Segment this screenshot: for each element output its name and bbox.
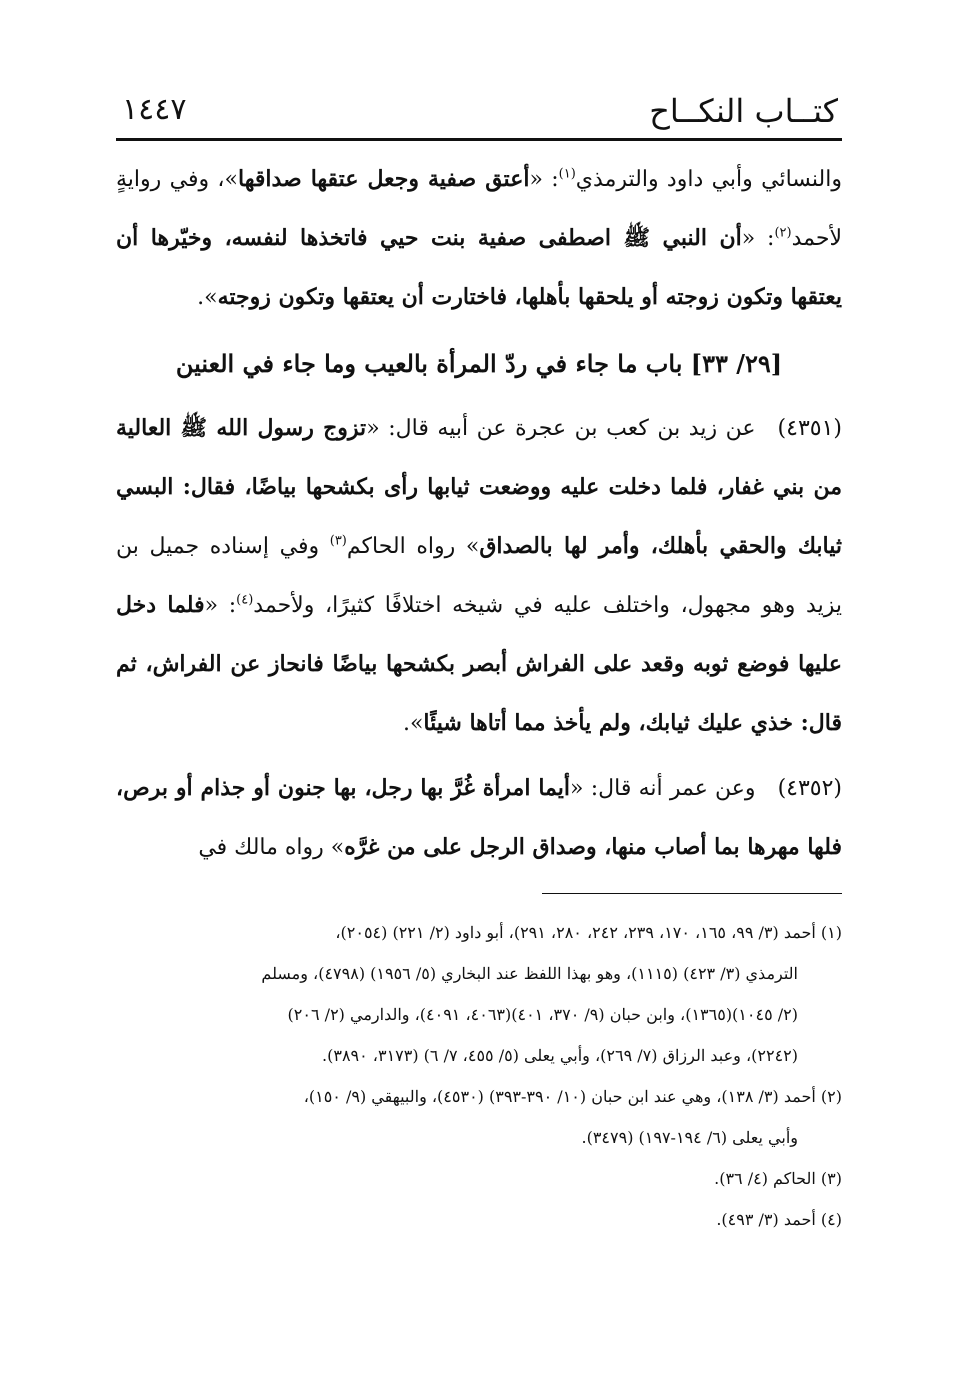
text-run: ». — [402, 711, 424, 736]
footnote-separator — [542, 893, 842, 894]
footnote-1 — [116, 912, 842, 1076]
footnote-line: (٢/ ١٠٤٥)(١٣٦٥)، وابن حبان (٩/ ٣٧٠، ٤٠١)(٤٠٦٣، ٤٠٩١)، والدارمي (٢/ ٢٠٦) — [287, 1005, 798, 1024]
main-text — [116, 150, 842, 877]
page-header — [116, 88, 842, 141]
paragraph-continuation — [116, 150, 842, 327]
footnote-ref[interactable]: (٣) — [329, 533, 347, 549]
footnote-ref[interactable]: (٢) — [774, 225, 792, 241]
text-run: : « — [529, 167, 559, 192]
text-run: » رواه الحاكم — [346, 534, 480, 559]
hadith-4352 — [116, 759, 842, 877]
text-run: وعن عمر أنه قال: « — [570, 776, 756, 801]
hadith-quote: فلما دخل عليها فوضع ثوبه وقعد على الفراش أبصر بكشحها بياضًا فانحاز عن الفراش، ثم قال: خذي عليك ثيابك، ولم يأخذ مما أتاها شيئًا — [116, 592, 842, 736]
hadith-quote: أن النبي ﷺ اصطفى صفية بنت حيي فاتخذها لنفسه، وخيّرها أن يعتقها وتكون زوجته أو يلحقها بأهلها، فاختارت أن يعتقها وتكون زوجته — [116, 225, 842, 310]
text-run: عن زيد بن كعب بن عجرة عن أبيه قال: « — [366, 416, 756, 441]
footnote-3: (٣) الحاكم (٤/ ٣٦). — [714, 1169, 842, 1188]
text-run: : « — [741, 226, 775, 251]
page-number: ١٤٤٧ — [122, 92, 187, 127]
footnote-line: (٢) أحمد (٣/ ١٣٨)، وهي عند ابن حبان (١٠/ ٣٩٠-٣٩٣) (٤٥٣٠)، والبيهقي (٩/ ١٥٠)، — [303, 1087, 842, 1106]
footnote-line: الترمذي (٣/ ٤٢٣) (١١١٥)، وهو بهذا اللفظ عند البخاري (٥/ ١٩٥٦) (٤٧٩٨)، ومسلم — [261, 964, 798, 983]
text-run: »، وفي روايةٍ لأحمد — [116, 167, 842, 251]
footnote-ref[interactable]: (٤) — [236, 592, 254, 608]
text-run: » رواه مالك في — [198, 835, 345, 860]
text-run: ». — [197, 285, 218, 310]
hadith-quote: أيما امرأة غُرَّ بها رجل، بها جنون أو جذام أو برص، فلها مهرها بما أصاب منها، وصداق الرجل على من غرَّه — [116, 775, 842, 860]
hadith-number: (٤٣٥٢) — [777, 776, 843, 801]
hadith-quote: تزوج رسول الله ﷺ العالية من بني غفار، فلما دخلت عليه ووضعت ثيابها رأى بكشحها بياضًا، فقال: البسي ثيابك والحقي بأهلك، وأمر لها بالصداق — [116, 415, 842, 559]
text-run: : « — [204, 593, 237, 618]
text-run: وفي إسناده جميل بن يزيد وهو مجهول، واختلف عليه في شيخه اختلافًا كثيرًا، ولأحمد — [116, 534, 842, 618]
footnote-line: (٢٢٤٢)، وعبد الرزاق (٧/ ٢٦٩)، وأبي يعلى (٥/ ٤٥٥، ٧/ ٦) (٣١٧٣، ٣٨٩٠). — [322, 1046, 798, 1065]
footnotes — [116, 912, 842, 1240]
hadith-number: (٤٣٥١) — [777, 416, 842, 441]
book-title: كتــاب النكــاح — [649, 92, 838, 130]
hadith-4351 — [116, 399, 842, 753]
footnote-4: (٤) أحمد (٣/ ٤٩٣). — [716, 1210, 842, 1229]
text-run: والنسائي وأبي داود والترمذي — [575, 167, 842, 192]
footnote-line: وأبي يعلى (٦/ ١٩٤-١٩٧) (٣٤٧٩). — [581, 1128, 798, 1147]
footnote-ref[interactable]: (١) — [558, 166, 576, 182]
chapter-heading: [٢٩/ ٣٣] باب ما جاء في ردّ المرأة بالعيب وما جاء في العنين — [175, 349, 783, 378]
footnote-2 — [116, 1076, 842, 1158]
footnote-line: (١) أحمد (٣/ ٩٩، ١٦٥، ١٧٠، ٢٣٩، ٢٤٢، ٢٨٠، ٢٩١)، أبو داود (٢/ ٢٢١) (٢٠٥٤)، — [335, 923, 842, 942]
hadith-quote: أعتق صفية وجعل عتقها صداقها — [238, 166, 530, 192]
